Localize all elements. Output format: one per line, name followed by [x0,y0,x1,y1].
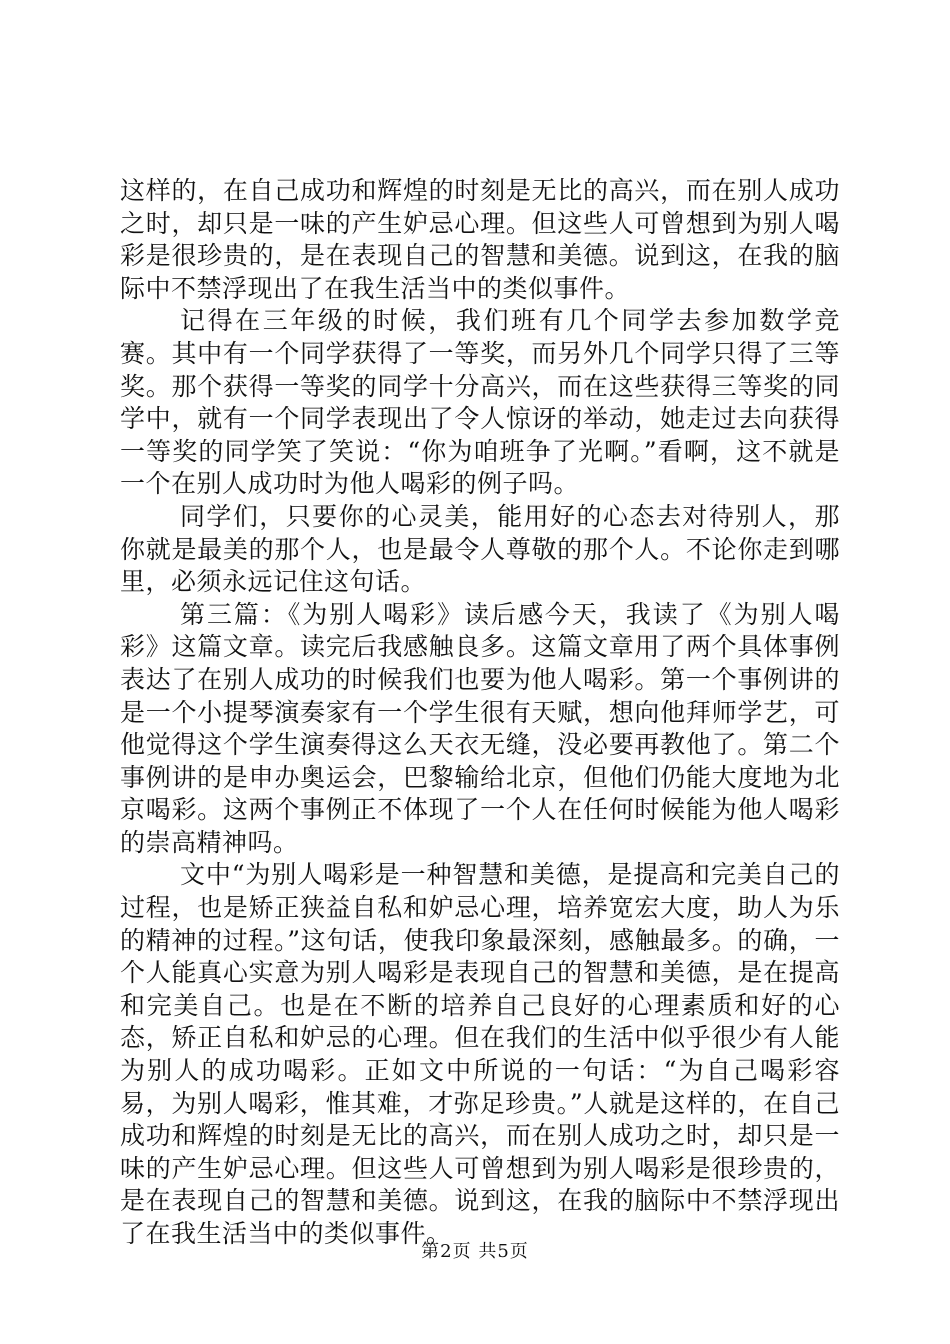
page-number-footer: 第2页 共5页 [421,1241,529,1262]
paragraph: 文中“为别人喝彩是一种智慧和美德，是提高和完美自己的过程，也是矫正狭益自私和妒忌心理，培养宽宏大度，助人为乐的精神的过程。”这句话，使我印象最深刻，感触最多。的确，一个人能真心实意为别人喝彩是表现自己的智慧和美德，是在提高和完美自己。也是在不断的培养自己良好的心理素质和好的心态，矫正自私和妒忌的心理。但在我们的生活中似乎很少有人能为别人的成功喝彩。正如文中所说的一句话：“为自己喝彩容易，为别人喝彩，惟其难，才弥足珍贵。”人就是这样的，在自己成功和辉煌的时刻是无比的高兴，而在别人成功之时，却只是一味的产生妒忌心理。但这些人可曾想到为别人喝彩是很珍贵的，是在表现自己的智慧和美德。说到这，在我的脑际中不禁浮现出了在我生活当中的类似事件。 [120,860,840,1248]
paragraph: 这样的，在自己成功和辉煌的时刻是无比的高兴，而在别人成功之时，却只是一味的产生妒忌心理。但这些人可曾想到为别人喝彩是很珍贵的，是在表现自己的智慧和美德。说到这，在我的脑际中不禁浮现出了在我生活当中的类似事件。 [120,176,840,303]
paragraph: 第三篇：《为别人喝彩》读后感今天，我读了《为别人喝彩》这篇文章。读完后我感触良多。这篇文章用了两个具体事例表达了在别人成功的时候我们也要为他人喝彩。第一个事例讲的是一个小提琴演奏家有一个学生很有天赋，想向他拜师学艺，可他觉得这个学生演奏得这么天衣无缝，没必要再教他了。第二个事例讲的是申办奥运会，巴黎输给北京，但他们仍能大度地为北京喝彩。这两个事例正不体现了一个人在任何时候能为他人喝彩的崇高精神吗。 [120,599,840,857]
document-body [120,175,840,1251]
paragraph: 记得在三年级的时候，我们班有几个同学去参加数学竞赛。其中有一个同学获得了一等奖，而另外几个同学只得了三等奖。那个获得一等奖的同学十分高兴，而在这些获得三等奖的同学中，就有一个同学表现出了令人惊讶的举动，她走过去向获得一等奖的同学笑了笑说：“你为咱班争了光啊。”看啊，这不就是一个在别人成功时为他人喝彩的例子吗。 [120,306,840,499]
paragraph: 同学们，只要你的心灵美，能用好的心态去对待别人，那你就是最美的那个人，也是最令人尊敬的那个人。不论你走到哪里，必须永远记住这句话。 [120,501,840,597]
